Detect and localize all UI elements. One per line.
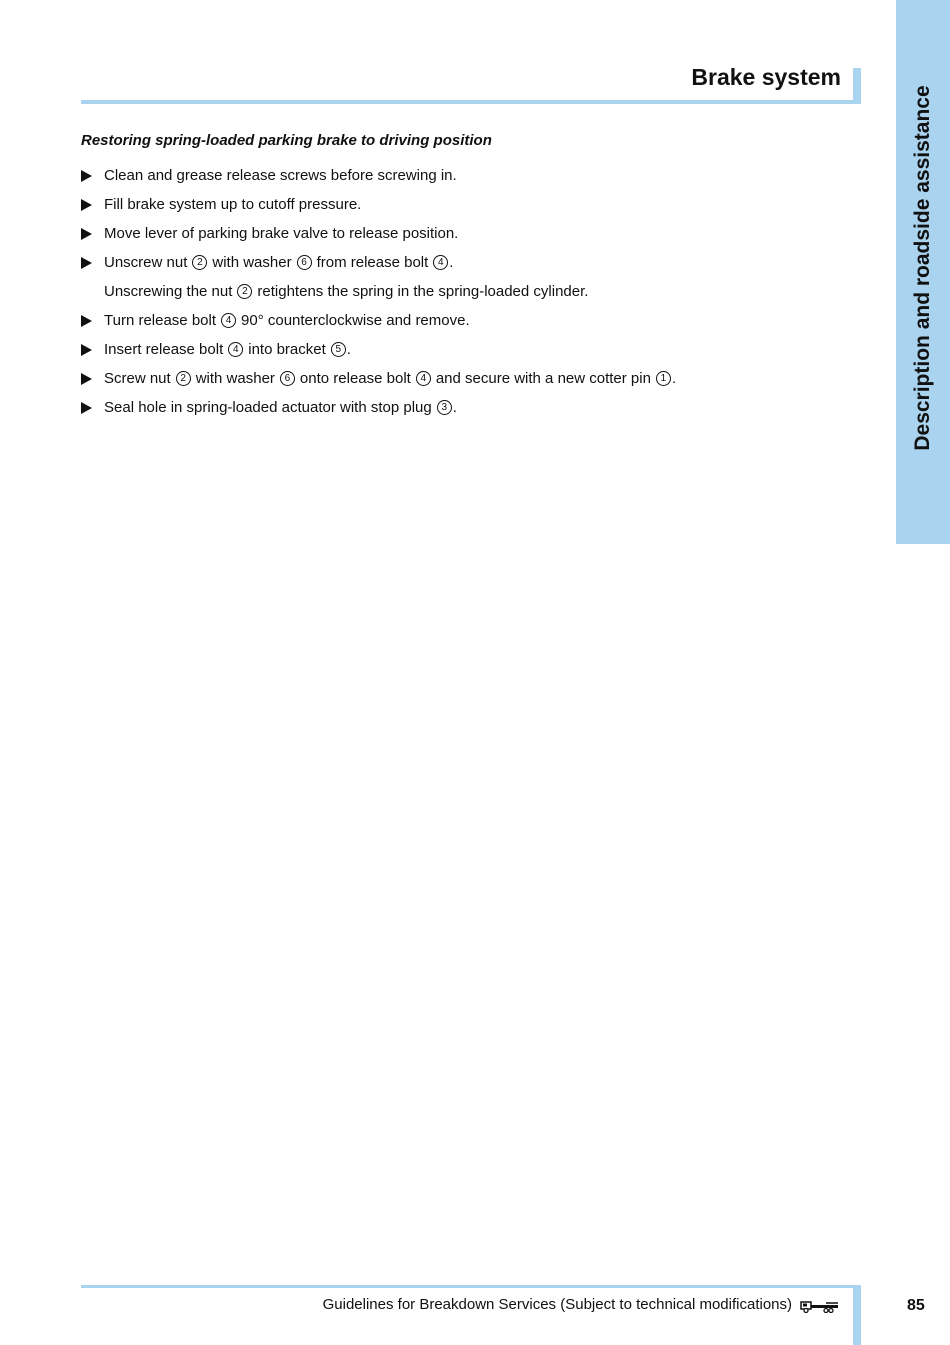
callout-number: 3: [437, 400, 452, 415]
bullet-arrow-icon: [81, 402, 92, 414]
callout-number: 2: [176, 371, 191, 386]
callout-number: 4: [416, 371, 431, 386]
header-accent-bar: [853, 68, 861, 104]
step-text: into bracket: [248, 341, 326, 358]
section-heading: Restoring spring-loaded parking brake to driving position: [81, 132, 492, 149]
step-note: [81, 277, 861, 306]
step-item: [81, 248, 861, 277]
header-rule: [81, 100, 861, 104]
note-text: retightens the spring in the spring-loaded cylinder.: [257, 283, 589, 300]
side-tab-label: Description and roadside assistance: [911, 85, 934, 451]
page-title: Brake system: [691, 64, 841, 90]
callout-number: 5: [331, 342, 346, 357]
footer-accent-bar: [853, 1285, 861, 1345]
step-text: Seal hole in spring-loaded actuator with stop plug: [104, 399, 432, 416]
step-text: onto release bolt: [299, 370, 411, 387]
callout-number: 2: [192, 255, 207, 270]
page-number: 85: [907, 1297, 925, 1314]
step-text: .: [671, 370, 677, 387]
step-item: [81, 219, 861, 248]
step-text: Clean and grease release screws before screwing in.: [104, 167, 457, 184]
tow-truck-icon: [800, 1299, 840, 1313]
step-text: .: [346, 341, 351, 358]
bullet-arrow-icon: [81, 315, 92, 327]
callout-number: 6: [297, 255, 312, 270]
step-text: 90° counterclockwise and remove.: [241, 312, 470, 329]
callout-number: 1: [656, 371, 671, 386]
callout-number: 4: [228, 342, 243, 357]
step-text: .: [452, 399, 457, 416]
step-text: with washer: [212, 254, 292, 271]
step-text: from release bolt: [316, 254, 429, 271]
bullet-arrow-icon: [81, 344, 92, 356]
callout-number: 4: [433, 255, 448, 270]
step-text: Fill brake system up to cutoff pressure.: [104, 196, 362, 213]
note-text: Unscrewing the nut: [104, 283, 233, 300]
bullet-arrow-icon: [81, 257, 92, 269]
step-item: [81, 364, 861, 393]
callout-number: 4: [221, 313, 236, 328]
bullet-arrow-icon: [81, 373, 92, 385]
callout-number: 2: [237, 284, 252, 299]
bullet-arrow-icon: [81, 170, 92, 182]
step-text: Unscrew nut: [104, 254, 188, 271]
step-text: Move lever of parking brake valve to release position.: [104, 225, 459, 242]
step-text: .: [449, 254, 454, 271]
step-item: [81, 306, 861, 335]
step-text: with washer: [195, 370, 275, 387]
step-text: Screw nut: [104, 370, 171, 387]
step-item: [81, 393, 861, 422]
step-item: [81, 190, 861, 219]
callout-number: 6: [280, 371, 295, 386]
bullet-arrow-icon: [81, 228, 92, 240]
footer-text: Guidelines for Breakdown Services (Subject to technical modifications): [322, 1296, 792, 1313]
step-text: Turn release bolt: [104, 312, 217, 329]
step-text: Insert release bolt: [104, 341, 224, 358]
bullet-arrow-icon: [81, 199, 92, 211]
footer-rule: [81, 1285, 861, 1288]
step-item: [81, 335, 861, 364]
step-text: and secure with a new cotter pin: [435, 370, 651, 387]
step-item: [81, 161, 861, 190]
section-content: [81, 131, 861, 422]
